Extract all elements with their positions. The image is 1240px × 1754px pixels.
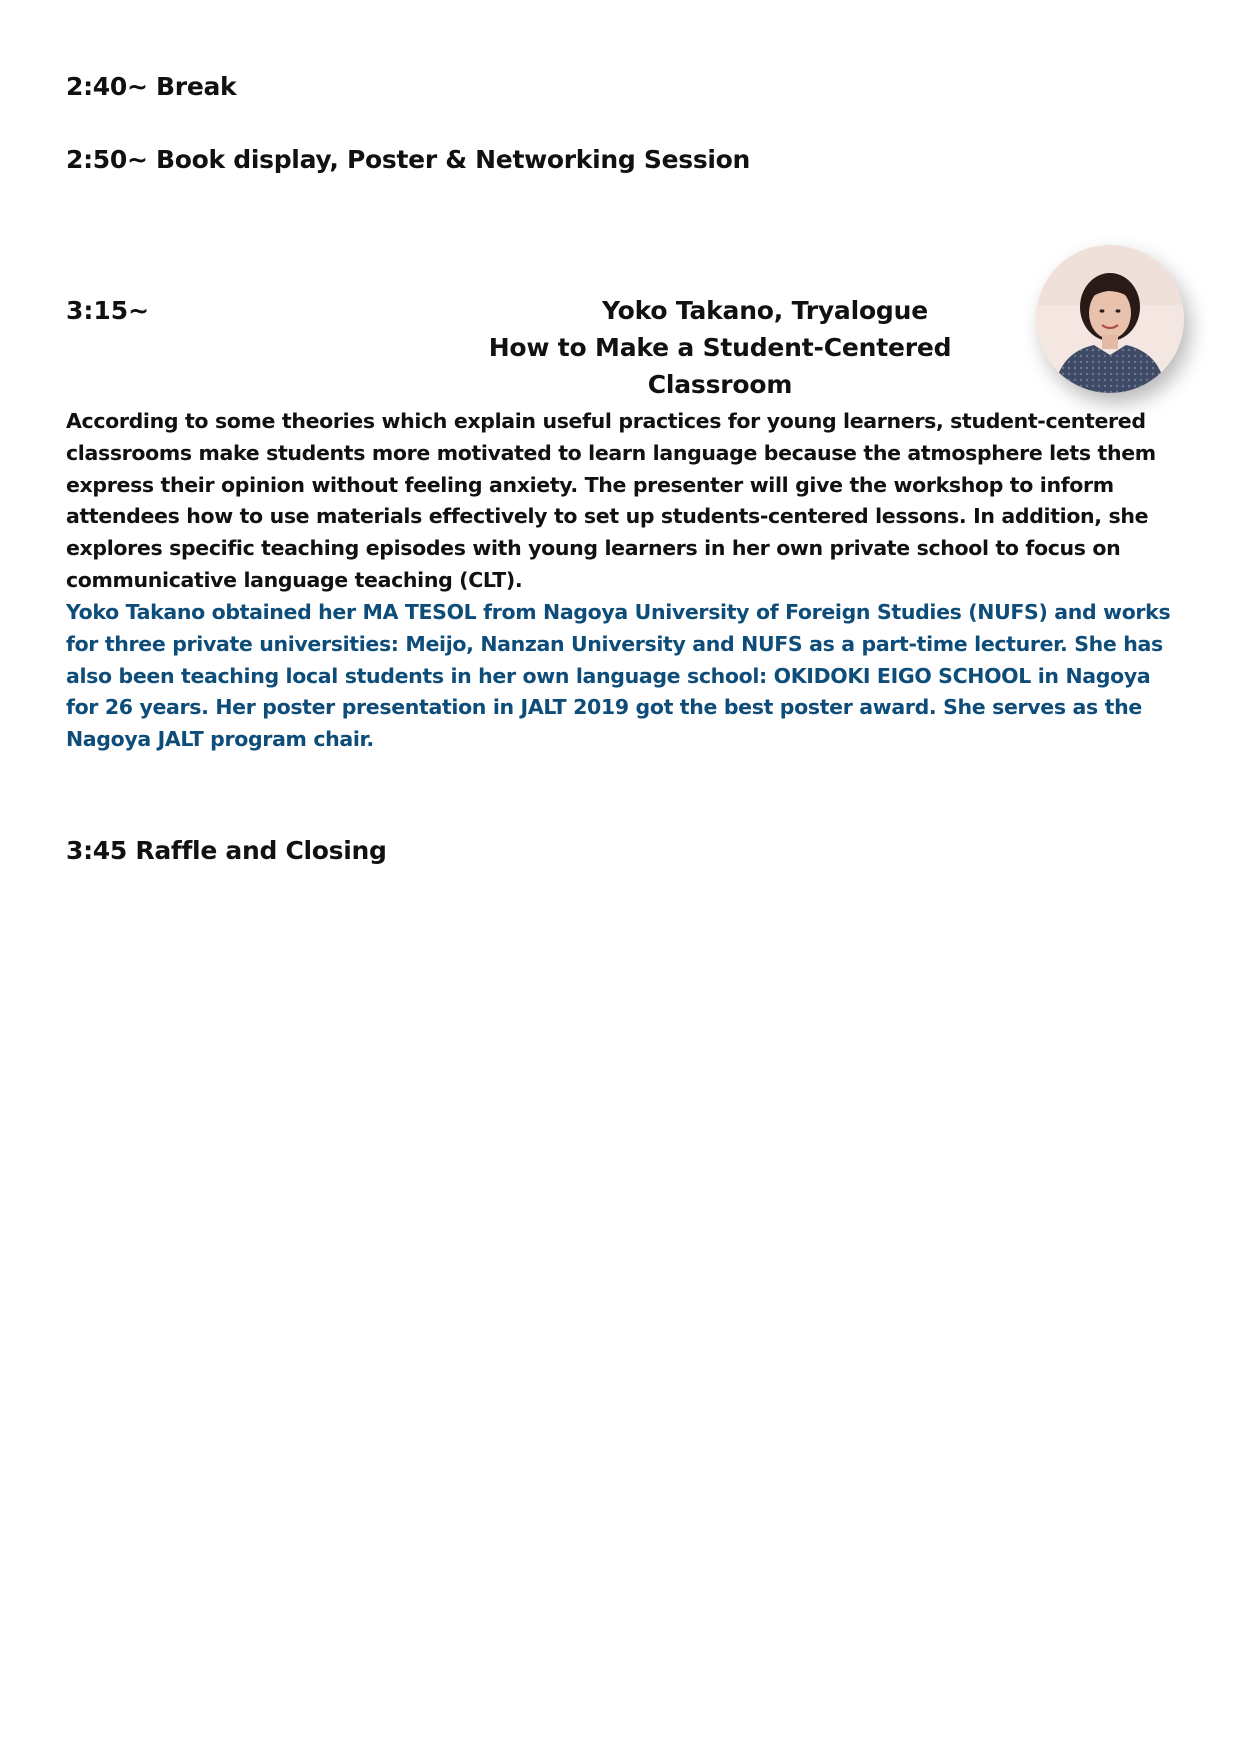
session-header [420, 292, 1020, 403]
presenter-bio: Yoko Takano obtained her MA TESOL from Nagoya University of Foreign Studies (NUFS) and works for three private universities: Meijo, Nanzan University and NUFS as a part-time lecturer. She has also been teaching local students in her own language school: OKIDOKI EIGO SCHOOL in Nagoya for 26 years. Her poster presentation in JALT 2019 got the best poster award. She serves as the Nagoya JALT program chair. [66, 600, 1171, 752]
session-title: How to Make a Student-Centered Classroom [488, 333, 952, 399]
schedule-closing: 3:45 Raffle and Closing [66, 836, 387, 865]
presenter-name: Yoko Takano, Tryalogue [602, 296, 928, 325]
presenter-photo [1036, 245, 1184, 393]
presenter-portrait-image [1036, 245, 1184, 393]
session-time: 3:15~ [66, 296, 150, 325]
schedule-break: 2:40~ Break [66, 72, 237, 101]
schedule-networking: 2:50~ Book display, Poster & Networking Session [66, 145, 751, 174]
session-abstract: According to some theories which explain useful practices for young learners, student-centered classrooms make students more motivated to learn language because the atmosphere lets them express their opinion without feeling anxiety. The presenter will give the workshop to inform attendees how to use materials effectively to set up students-centered lessons. In addition, she explores specific teaching episodes with young learners in her own private school to focus on communicative language teaching (CLT). [66, 409, 1156, 592]
